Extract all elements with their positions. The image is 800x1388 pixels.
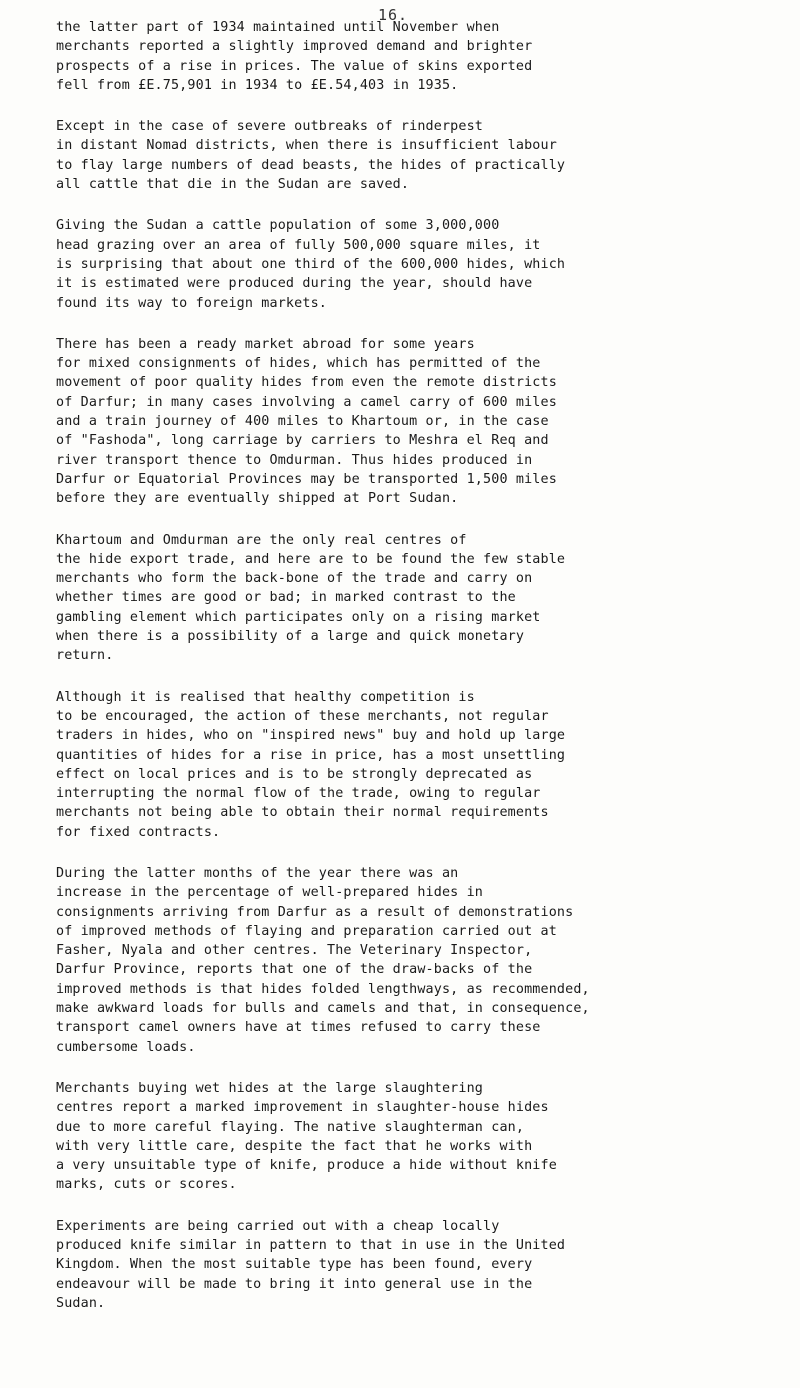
page-number: 16. xyxy=(378,6,409,24)
paragraph-wet-hides: Merchants buying wet hides at the large slaughtering centres report a marked improvement in slaughter-house hides due to more careful flaying. The native slaughterman can, with very little care, despite the fact that he works with a very unsuitable type of knife, produce a hide without knife marks, cuts or scores. xyxy=(56,1080,557,1193)
paragraph-competition: Although it is realised that healthy competition is to be encouraged, the action of these merchants, not regular traders in hides, who on "inspired news" buy and hold up large quantities of hides for a rise in price, has a most unsettling effect on local prices and is to be strongly deprecated as interrupting the normal flow of the trade, owing to regular merchants not being able to obtain their normal requirements for fixed contracts. xyxy=(56,689,566,840)
paragraph-darfur-hides: During the latter months of the year there was an increase in the percentage of well-prepared hides in consignments arriving from Darfur as a result of demonstrations of improved methods of flaying and preparation carried out at Fasher, Nyala and other centres. The Veterinary Inspector, Darfur Province, reports that one of the draw-backs of the improved methods is that hides folded lengthways, as recommended, make awkward loads for bulls and camels and that, in consequence, transport camel owners have at times refused to carry these cumbersome loads. xyxy=(56,865,590,1055)
paragraph-market-abroad: There has been a ready market abroad for some years for mixed consignments of hides, which has permitted of the movement of poor quality hides from even the remote districts of Darfur; in many cases involving a camel carry of 600 miles and a train journey of 400 miles to Khartoum or, in the case of "Fashoda", long carriage by carriers to Meshra el Req and river transport thence to Omdurman. Thus hides produced in Darfur or Equatorial Provinces may be transported 1,500 miles before they are eventually shipped at Port Sudan. xyxy=(56,336,557,507)
paragraph-skins-export: the latter part of 1934 maintained until November when merchants reported a slightly improved demand and brighter prospects of a rise in prices. The value of skins exported fell from £E.75,901 in 1934 to £E.54,403 in 1935. xyxy=(56,20,533,93)
body-text xyxy=(56,18,776,1335)
paragraph-cattle-population: Giving the Sudan a cattle population of some 3,000,000 head grazing over an area of fully 500,000 square miles, it is surprising that about one third of the 600,000 hides, which it is estimated were produced during the year, should have found its way to foreign markets. xyxy=(56,218,566,311)
paragraph-knife-experiments: Experiments are being carried out with a cheap locally produced knife similar in pattern to that in use in the United Kingdom. When the most suitable type has been found, every endeavour will be made to bring it into general use in the Sudan. xyxy=(56,1218,566,1311)
paragraph-rinderpest: Except in the case of severe outbreaks of rinderpest in distant Nomad districts, when there is insufficient labour to flay large numbers of dead beasts, the hides of practically all cattle that die in the Sudan are saved. xyxy=(56,119,566,193)
paragraph-khartoum-omdurman: Khartoum and Omdurman are the only real centres of the hide export trade, and here are to be found the few stable merchants who form the back-bone of the trade and carry on whether times are good or bad; in marked contrast to the gambling element which participates only on a rising market when there is a possibility of a large and quick monetary return. xyxy=(56,532,566,664)
